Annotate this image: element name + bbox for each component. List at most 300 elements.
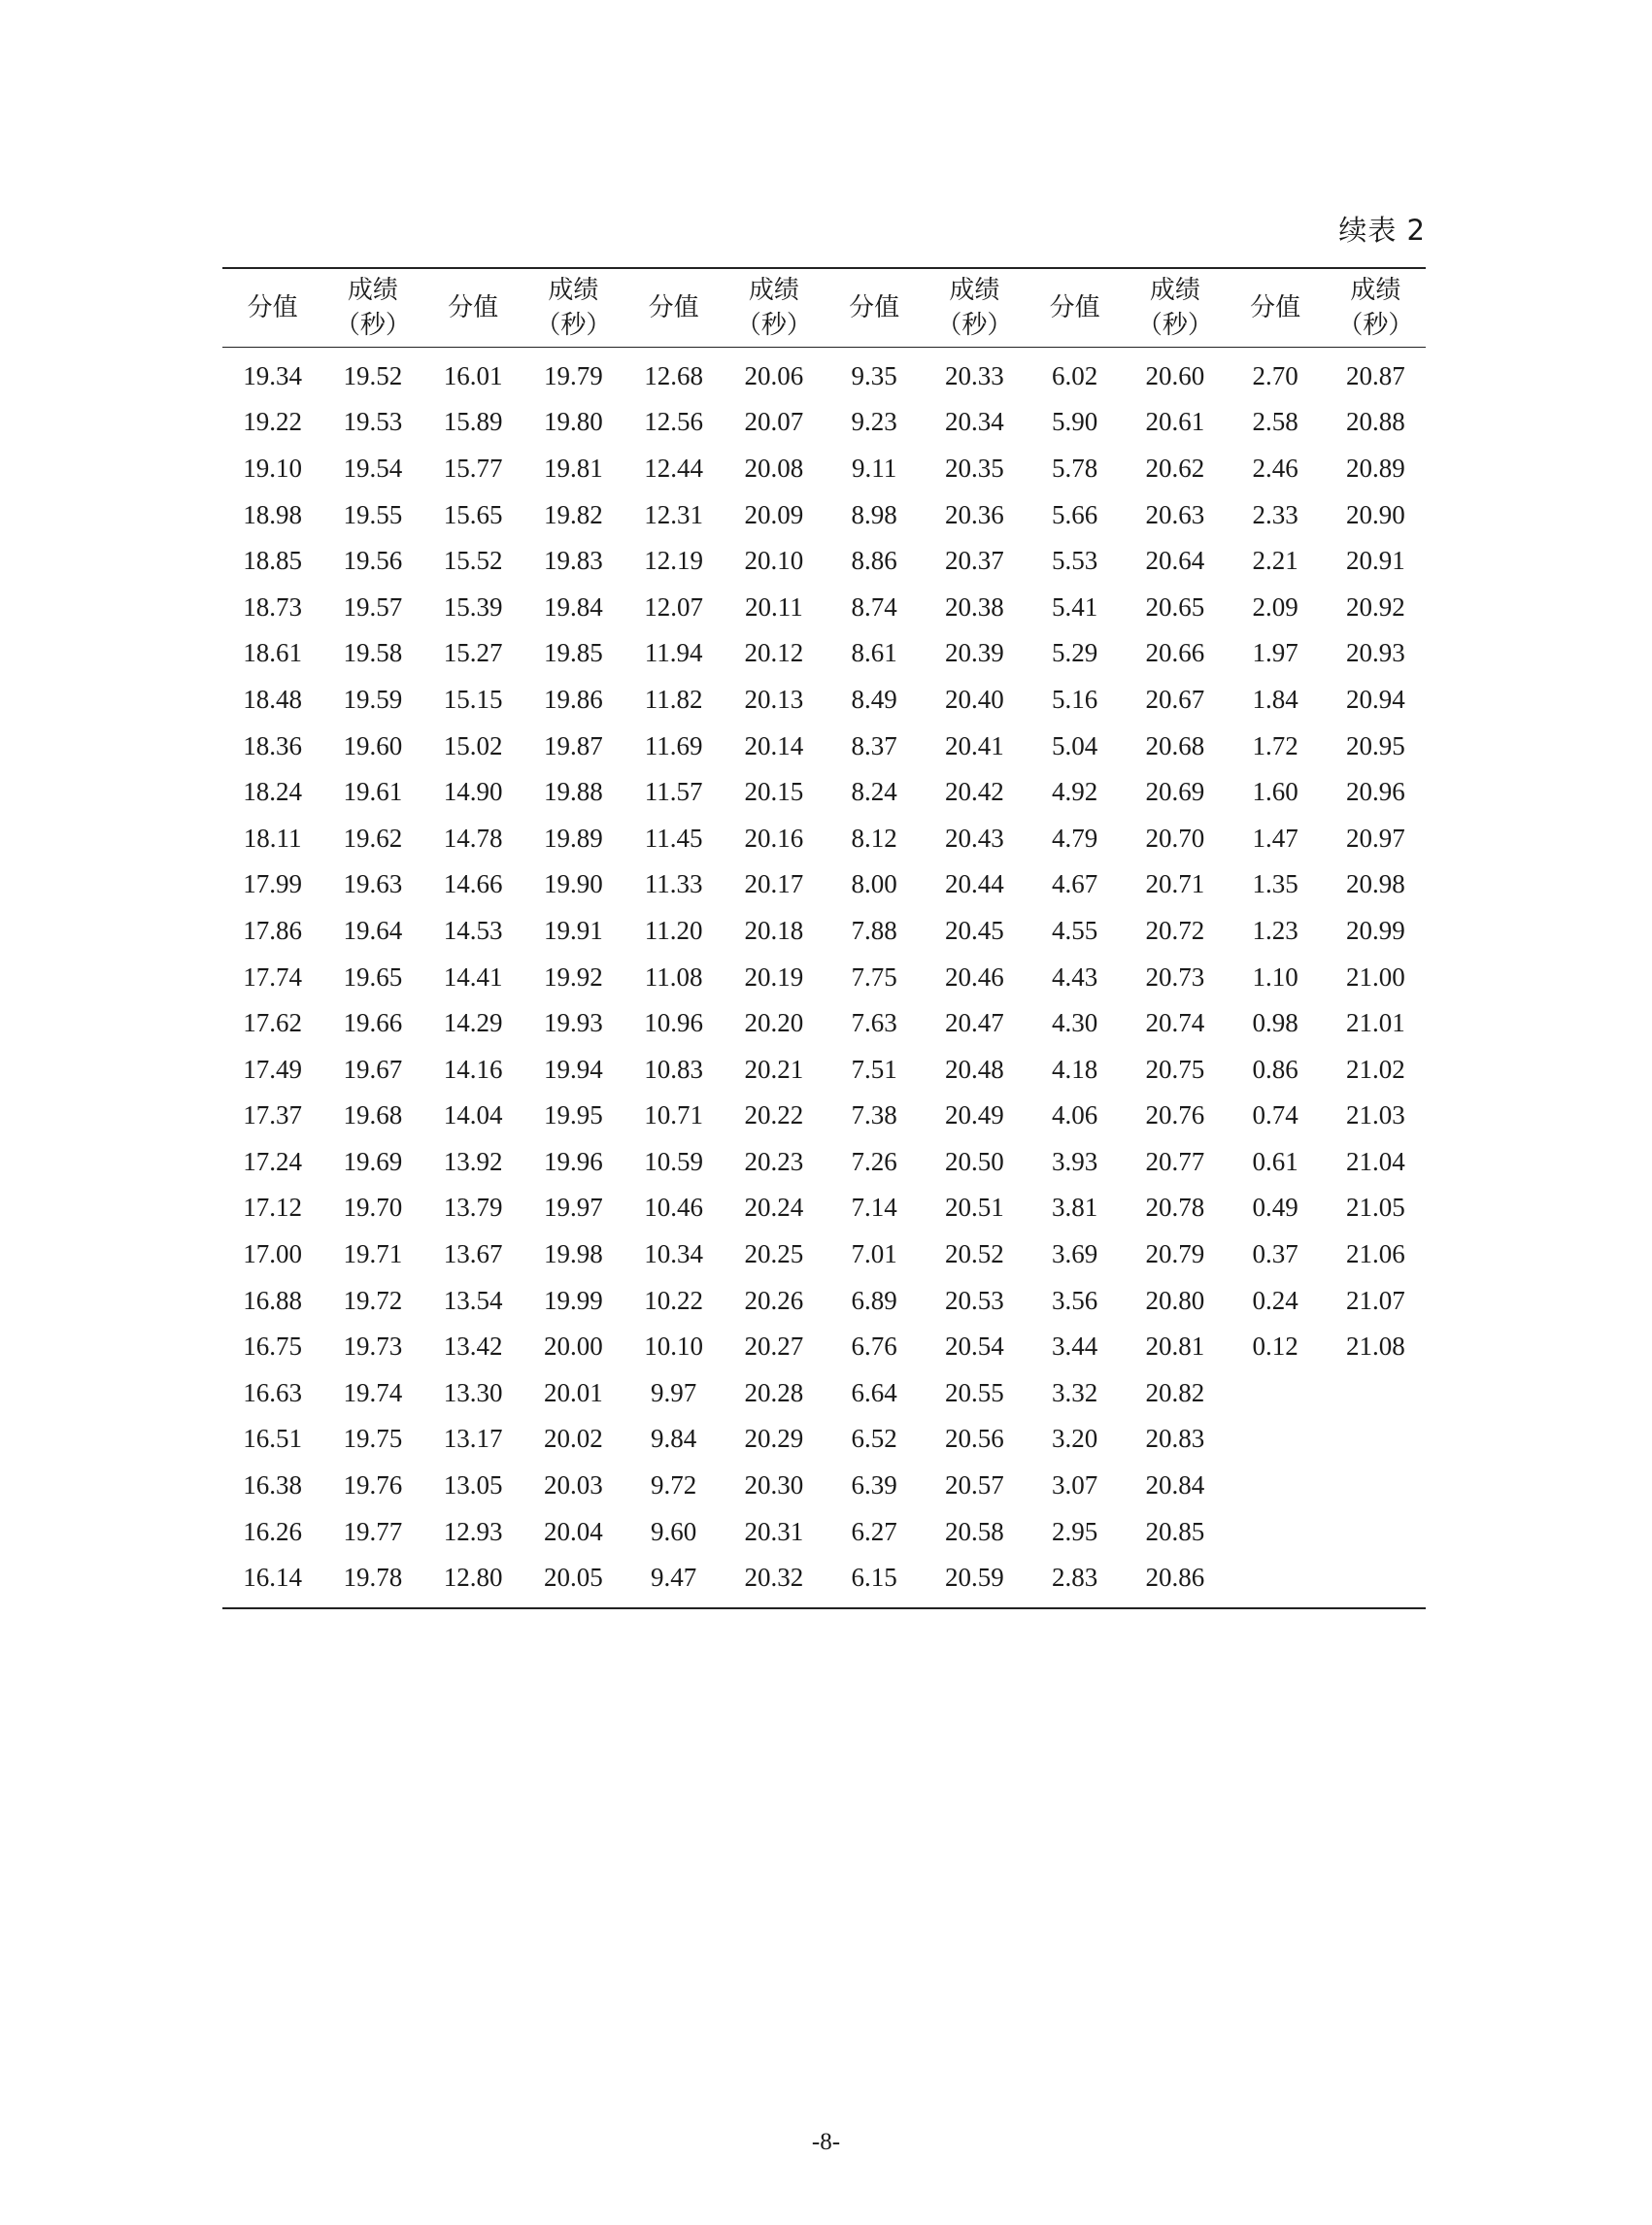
score-cell: 3.93 bbox=[1052, 1146, 1098, 1176]
score-cell: 15.15 bbox=[443, 684, 503, 714]
result-cell: 20.55 bbox=[945, 1377, 1004, 1407]
score-cell: 6.39 bbox=[851, 1470, 897, 1500]
score-cell: 13.67 bbox=[443, 1239, 503, 1269]
score-cell: 10.71 bbox=[644, 1100, 703, 1130]
score-cell bbox=[1226, 1416, 1326, 1463]
result-cell: 20.02 bbox=[544, 1424, 603, 1454]
result-cell: 20.00 bbox=[544, 1332, 603, 1362]
score-cell: 4.79 bbox=[1052, 823, 1098, 853]
result-cell: 20.96 bbox=[1346, 777, 1405, 807]
score-cell bbox=[1226, 1555, 1326, 1608]
result-cell: 20.14 bbox=[744, 730, 804, 760]
score-cell: 14.66 bbox=[443, 869, 503, 899]
score-cell: 8.37 bbox=[851, 730, 897, 760]
table-row bbox=[222, 1139, 1426, 1186]
header-label: 分值 bbox=[648, 292, 699, 322]
header-unit: （秒） bbox=[936, 310, 1013, 340]
header-unit: （秒） bbox=[735, 310, 812, 340]
score-cell: 0.61 bbox=[1252, 1146, 1298, 1176]
result-cell: 20.70 bbox=[1145, 823, 1205, 853]
result-cell: 19.64 bbox=[343, 915, 403, 945]
score-cell: 9.47 bbox=[651, 1563, 697, 1593]
score-cell: 10.59 bbox=[644, 1146, 703, 1176]
score-cell: 5.66 bbox=[1052, 499, 1098, 529]
result-cell: 20.91 bbox=[1346, 546, 1405, 576]
result-cell: 20.05 bbox=[544, 1563, 603, 1593]
score-cell: 12.07 bbox=[644, 591, 703, 622]
score-cell: 8.24 bbox=[851, 777, 897, 807]
score-cell: 7.51 bbox=[851, 1054, 897, 1084]
result-cell: 19.55 bbox=[343, 499, 403, 529]
result-cell: 19.96 bbox=[544, 1146, 603, 1176]
score-cell bbox=[1226, 1463, 1326, 1509]
result-cell: 20.84 bbox=[1145, 1470, 1205, 1500]
result-cell: 21.08 bbox=[1346, 1332, 1405, 1362]
result-cell: 19.65 bbox=[343, 961, 403, 992]
result-cell: 20.94 bbox=[1346, 684, 1405, 714]
score-cell: 14.41 bbox=[443, 961, 503, 992]
table-row bbox=[222, 1046, 1426, 1093]
table-row bbox=[222, 399, 1426, 446]
table-row bbox=[222, 815, 1426, 861]
result-cell: 19.89 bbox=[544, 823, 603, 853]
result-cell: 20.88 bbox=[1346, 407, 1405, 437]
table-row bbox=[222, 538, 1426, 585]
column-header-result bbox=[523, 268, 624, 347]
result-cell: 20.23 bbox=[744, 1146, 804, 1176]
score-cell: 3.69 bbox=[1052, 1239, 1098, 1269]
header-label: 成绩 bbox=[748, 275, 799, 305]
result-cell: 19.74 bbox=[343, 1377, 403, 1407]
score-cell: 5.29 bbox=[1052, 638, 1098, 668]
result-cell: 19.54 bbox=[343, 453, 403, 483]
result-cell: 20.76 bbox=[1145, 1100, 1205, 1130]
score-cell: 5.90 bbox=[1052, 407, 1098, 437]
score-cell: 11.20 bbox=[644, 915, 703, 945]
score-cell: 13.42 bbox=[443, 1332, 503, 1362]
result-cell: 20.75 bbox=[1145, 1054, 1205, 1084]
result-cell: 21.03 bbox=[1346, 1100, 1405, 1130]
result-cell: 20.53 bbox=[945, 1285, 1004, 1315]
result-cell: 20.41 bbox=[945, 730, 1004, 760]
result-cell: 20.50 bbox=[945, 1146, 1004, 1176]
result-cell: 19.85 bbox=[544, 638, 603, 668]
result-cell: 20.43 bbox=[945, 823, 1004, 853]
result-cell: 20.78 bbox=[1145, 1193, 1205, 1223]
score-cell: 17.99 bbox=[243, 869, 302, 899]
result-cell: 20.09 bbox=[744, 499, 804, 529]
score-cell: 12.80 bbox=[443, 1563, 503, 1593]
score-cell: 17.49 bbox=[243, 1054, 302, 1084]
result-cell: 19.94 bbox=[544, 1054, 603, 1084]
score-cell: 1.84 bbox=[1252, 684, 1298, 714]
table-row bbox=[222, 630, 1426, 677]
result-cell: 19.84 bbox=[544, 591, 603, 622]
result-cell: 19.70 bbox=[343, 1193, 403, 1223]
score-cell: 17.24 bbox=[243, 1146, 302, 1176]
score-cell: 9.97 bbox=[651, 1377, 697, 1407]
column-header-result bbox=[322, 268, 422, 347]
score-cell: 15.89 bbox=[443, 407, 503, 437]
result-cell: 19.66 bbox=[343, 1008, 403, 1038]
column-header-score bbox=[222, 268, 322, 347]
table-row bbox=[222, 1508, 1426, 1555]
score-cell: 18.48 bbox=[243, 684, 302, 714]
result-cell: 20.59 bbox=[945, 1563, 1004, 1593]
result-cell bbox=[1326, 1463, 1426, 1509]
score-cell: 11.45 bbox=[644, 823, 703, 853]
score-cell: 15.52 bbox=[443, 546, 503, 576]
result-cell: 20.03 bbox=[544, 1470, 603, 1500]
score-cell: 16.88 bbox=[243, 1285, 302, 1315]
result-cell: 19.93 bbox=[544, 1008, 603, 1038]
result-cell: 20.79 bbox=[1145, 1239, 1205, 1269]
score-cell: 8.98 bbox=[851, 499, 897, 529]
result-cell: 20.13 bbox=[744, 684, 804, 714]
result-cell: 19.61 bbox=[343, 777, 403, 807]
score-cell: 5.78 bbox=[1052, 453, 1098, 483]
score-cell: 6.89 bbox=[851, 1285, 897, 1315]
score-cell: 13.92 bbox=[443, 1146, 503, 1176]
result-cell: 19.63 bbox=[343, 869, 403, 899]
result-cell: 19.75 bbox=[343, 1424, 403, 1454]
header-unit: （秒） bbox=[1337, 310, 1414, 340]
column-header-score bbox=[423, 268, 523, 347]
table-row bbox=[222, 723, 1426, 769]
result-cell: 19.90 bbox=[544, 869, 603, 899]
result-cell: 19.79 bbox=[544, 360, 603, 390]
result-cell: 20.90 bbox=[1346, 499, 1405, 529]
result-cell: 20.26 bbox=[744, 1285, 804, 1315]
result-cell: 20.99 bbox=[1346, 915, 1405, 945]
score-cell: 11.82 bbox=[644, 684, 703, 714]
result-cell: 20.85 bbox=[1145, 1516, 1205, 1546]
result-cell: 20.56 bbox=[945, 1424, 1004, 1454]
result-cell: 20.87 bbox=[1346, 360, 1405, 390]
result-cell: 20.21 bbox=[744, 1054, 804, 1084]
score-cell: 13.05 bbox=[443, 1470, 503, 1500]
result-cell: 20.15 bbox=[744, 777, 804, 807]
result-cell: 20.01 bbox=[544, 1377, 603, 1407]
score-cell: 10.46 bbox=[644, 1193, 703, 1223]
table-row bbox=[222, 769, 1426, 816]
score-cell: 2.09 bbox=[1252, 591, 1298, 622]
result-cell: 19.78 bbox=[343, 1563, 403, 1593]
result-cell: 20.58 bbox=[945, 1516, 1004, 1546]
score-cell: 9.23 bbox=[851, 407, 897, 437]
result-cell: 19.81 bbox=[544, 453, 603, 483]
result-cell: 20.47 bbox=[945, 1008, 1004, 1038]
table-row bbox=[222, 347, 1426, 399]
score-cell: 17.37 bbox=[243, 1100, 302, 1130]
score-cell: 4.67 bbox=[1052, 869, 1098, 899]
result-cell: 20.62 bbox=[1145, 453, 1205, 483]
score-table bbox=[222, 267, 1426, 1609]
score-cell: 19.22 bbox=[243, 407, 302, 437]
score-cell: 4.43 bbox=[1052, 961, 1098, 992]
score-cell: 14.53 bbox=[443, 915, 503, 945]
result-cell: 20.04 bbox=[544, 1516, 603, 1546]
result-cell: 20.27 bbox=[744, 1332, 804, 1362]
score-cell: 1.35 bbox=[1252, 869, 1298, 899]
result-cell: 20.98 bbox=[1346, 869, 1405, 899]
table-row bbox=[222, 1093, 1426, 1139]
header-label: 分值 bbox=[1049, 292, 1100, 322]
score-cell: 5.16 bbox=[1052, 684, 1098, 714]
table-row bbox=[222, 1000, 1426, 1047]
table-body bbox=[222, 347, 1426, 1608]
score-cell: 11.33 bbox=[644, 869, 703, 899]
score-cell: 3.07 bbox=[1052, 1470, 1098, 1500]
header-row bbox=[222, 268, 1426, 347]
result-cell: 20.89 bbox=[1346, 453, 1405, 483]
result-cell: 20.77 bbox=[1145, 1146, 1205, 1176]
result-cell: 20.61 bbox=[1145, 407, 1205, 437]
score-cell: 8.00 bbox=[851, 869, 897, 899]
score-cell: 10.10 bbox=[644, 1332, 703, 1362]
result-cell: 20.73 bbox=[1145, 961, 1205, 992]
score-cell: 1.47 bbox=[1252, 823, 1298, 853]
score-cell: 11.08 bbox=[644, 961, 703, 992]
result-cell: 20.72 bbox=[1145, 915, 1205, 945]
table-row bbox=[222, 1416, 1426, 1463]
score-cell: 10.34 bbox=[644, 1239, 703, 1269]
result-cell: 20.86 bbox=[1145, 1563, 1205, 1593]
header-label: 成绩 bbox=[1149, 275, 1200, 305]
result-cell: 19.83 bbox=[544, 546, 603, 576]
result-cell bbox=[1326, 1555, 1426, 1608]
result-cell: 20.69 bbox=[1145, 777, 1205, 807]
table-header bbox=[222, 268, 1426, 347]
result-cell: 20.22 bbox=[744, 1100, 804, 1130]
result-cell: 20.63 bbox=[1145, 499, 1205, 529]
result-cell: 20.19 bbox=[744, 961, 804, 992]
result-cell: 20.57 bbox=[945, 1470, 1004, 1500]
score-cell: 1.10 bbox=[1252, 961, 1298, 992]
score-cell: 16.63 bbox=[243, 1377, 302, 1407]
score-cell: 12.31 bbox=[644, 499, 703, 529]
table-caption: 续表 2 bbox=[1338, 214, 1426, 247]
score-cell: 16.01 bbox=[443, 360, 503, 390]
header-unit: （秒） bbox=[334, 310, 411, 340]
score-cell: 12.56 bbox=[644, 407, 703, 437]
score-cell: 14.04 bbox=[443, 1100, 503, 1130]
score-cell: 11.57 bbox=[644, 777, 703, 807]
column-header-result bbox=[1326, 268, 1426, 347]
result-cell bbox=[1326, 1370, 1426, 1417]
result-cell: 21.00 bbox=[1346, 961, 1405, 992]
header-label: 成绩 bbox=[347, 275, 398, 305]
result-cell: 20.93 bbox=[1346, 638, 1405, 668]
page-number: -8- bbox=[811, 2129, 841, 2155]
column-header-result bbox=[1125, 268, 1225, 347]
score-cell: 0.12 bbox=[1252, 1332, 1298, 1362]
score-cell: 18.11 bbox=[243, 823, 302, 853]
score-cell: 4.55 bbox=[1052, 915, 1098, 945]
result-cell: 20.95 bbox=[1346, 730, 1405, 760]
column-header-score bbox=[1226, 268, 1326, 347]
column-header-score bbox=[1025, 268, 1125, 347]
score-cell: 14.16 bbox=[443, 1054, 503, 1084]
score-cell: 12.68 bbox=[644, 360, 703, 390]
score-cell: 2.70 bbox=[1252, 360, 1298, 390]
result-cell: 19.73 bbox=[343, 1332, 403, 1362]
result-cell: 21.06 bbox=[1346, 1239, 1405, 1269]
result-cell: 20.81 bbox=[1145, 1332, 1205, 1362]
score-cell: 7.14 bbox=[851, 1193, 897, 1223]
result-cell: 19.92 bbox=[544, 961, 603, 992]
score-cell: 14.90 bbox=[443, 777, 503, 807]
result-cell: 20.18 bbox=[744, 915, 804, 945]
result-cell bbox=[1326, 1508, 1426, 1555]
result-cell: 21.05 bbox=[1346, 1193, 1405, 1223]
table-row bbox=[222, 1463, 1426, 1509]
score-cell: 13.30 bbox=[443, 1377, 503, 1407]
result-cell: 19.71 bbox=[343, 1239, 403, 1269]
result-cell: 19.60 bbox=[343, 730, 403, 760]
result-cell: 20.92 bbox=[1346, 591, 1405, 622]
result-cell: 20.44 bbox=[945, 869, 1004, 899]
result-cell bbox=[1326, 1416, 1426, 1463]
score-cell: 9.60 bbox=[651, 1516, 697, 1546]
result-cell: 20.36 bbox=[945, 499, 1004, 529]
score-cell: 9.35 bbox=[851, 360, 897, 390]
score-cell: 10.83 bbox=[644, 1054, 703, 1084]
score-cell: 19.34 bbox=[243, 360, 302, 390]
table-row bbox=[222, 491, 1426, 538]
result-cell: 20.51 bbox=[945, 1193, 1004, 1223]
result-cell: 20.66 bbox=[1145, 638, 1205, 668]
score-cell: 10.96 bbox=[644, 1008, 703, 1038]
result-cell: 20.40 bbox=[945, 684, 1004, 714]
score-cell: 17.12 bbox=[243, 1193, 302, 1223]
result-cell: 19.86 bbox=[544, 684, 603, 714]
score-cell: 1.97 bbox=[1252, 638, 1298, 668]
score-cell bbox=[1226, 1508, 1326, 1555]
score-cell: 4.92 bbox=[1052, 777, 1098, 807]
score-cell: 12.19 bbox=[644, 546, 703, 576]
result-cell: 19.95 bbox=[544, 1100, 603, 1130]
result-cell: 19.57 bbox=[343, 591, 403, 622]
result-cell: 20.39 bbox=[945, 638, 1004, 668]
score-cell: 7.01 bbox=[851, 1239, 897, 1269]
result-cell: 20.11 bbox=[745, 591, 803, 622]
result-cell: 20.08 bbox=[744, 453, 804, 483]
score-cell: 13.17 bbox=[443, 1424, 503, 1454]
table-row bbox=[222, 861, 1426, 908]
result-cell: 20.65 bbox=[1145, 591, 1205, 622]
result-cell: 20.80 bbox=[1145, 1285, 1205, 1315]
score-cell: 3.44 bbox=[1052, 1332, 1098, 1362]
score-cell: 6.52 bbox=[851, 1424, 897, 1454]
table-row bbox=[222, 1185, 1426, 1231]
score-cell: 6.64 bbox=[851, 1377, 897, 1407]
score-cell: 12.44 bbox=[644, 453, 703, 483]
score-cell: 12.93 bbox=[443, 1516, 503, 1546]
result-cell: 20.54 bbox=[945, 1332, 1004, 1362]
score-cell: 1.72 bbox=[1252, 730, 1298, 760]
table-row bbox=[222, 1555, 1426, 1608]
result-cell: 20.74 bbox=[1145, 1008, 1205, 1038]
result-cell: 20.25 bbox=[744, 1239, 804, 1269]
score-cell: 0.37 bbox=[1252, 1239, 1298, 1269]
score-cell: 2.33 bbox=[1252, 499, 1298, 529]
score-cell: 0.98 bbox=[1252, 1008, 1298, 1038]
header-label: 分值 bbox=[849, 292, 900, 322]
score-cell: 19.10 bbox=[243, 453, 302, 483]
score-cell: 10.22 bbox=[644, 1285, 703, 1315]
result-cell: 20.32 bbox=[744, 1563, 804, 1593]
result-cell: 19.67 bbox=[343, 1054, 403, 1084]
score-cell: 2.21 bbox=[1252, 546, 1298, 576]
score-cell: 16.75 bbox=[243, 1332, 302, 1362]
score-cell: 15.27 bbox=[443, 638, 503, 668]
result-cell: 20.48 bbox=[945, 1054, 1004, 1084]
result-cell: 20.60 bbox=[1145, 360, 1205, 390]
column-header-score bbox=[624, 268, 724, 347]
score-cell: 0.24 bbox=[1252, 1285, 1298, 1315]
score-cell: 7.63 bbox=[851, 1008, 897, 1038]
score-cell: 15.02 bbox=[443, 730, 503, 760]
score-cell: 18.61 bbox=[243, 638, 302, 668]
score-cell: 9.84 bbox=[651, 1424, 697, 1454]
result-cell: 19.82 bbox=[544, 499, 603, 529]
result-cell: 20.46 bbox=[945, 961, 1004, 992]
score-cell: 6.27 bbox=[851, 1516, 897, 1546]
result-cell: 19.98 bbox=[544, 1239, 603, 1269]
result-cell: 20.71 bbox=[1145, 869, 1205, 899]
score-cell: 2.95 bbox=[1052, 1516, 1098, 1546]
score-cell: 3.20 bbox=[1052, 1424, 1098, 1454]
score-cell: 7.75 bbox=[851, 961, 897, 992]
result-cell: 20.07 bbox=[744, 407, 804, 437]
score-cell: 16.51 bbox=[243, 1424, 302, 1454]
result-cell: 19.53 bbox=[343, 407, 403, 437]
score-cell: 16.38 bbox=[243, 1470, 302, 1500]
result-cell: 20.97 bbox=[1346, 823, 1405, 853]
header-unit: （秒） bbox=[1136, 310, 1213, 340]
result-cell: 19.62 bbox=[343, 823, 403, 853]
score-cell: 0.86 bbox=[1252, 1054, 1298, 1084]
result-cell: 19.80 bbox=[544, 407, 603, 437]
score-cell: 17.62 bbox=[243, 1008, 302, 1038]
result-cell: 20.49 bbox=[945, 1100, 1004, 1130]
score-cell: 18.24 bbox=[243, 777, 302, 807]
table-row bbox=[222, 1277, 1426, 1324]
score-cell: 1.23 bbox=[1252, 915, 1298, 945]
header-unit: （秒） bbox=[535, 310, 612, 340]
score-cell: 5.04 bbox=[1052, 730, 1098, 760]
score-cell: 13.54 bbox=[443, 1285, 503, 1315]
header-label: 成绩 bbox=[548, 275, 599, 305]
score-cell: 15.39 bbox=[443, 591, 503, 622]
score-cell: 7.26 bbox=[851, 1146, 897, 1176]
score-cell: 11.69 bbox=[644, 730, 703, 760]
result-cell: 20.67 bbox=[1145, 684, 1205, 714]
result-cell: 20.52 bbox=[945, 1239, 1004, 1269]
table-row bbox=[222, 1370, 1426, 1417]
score-cell: 13.79 bbox=[443, 1193, 503, 1223]
score-cell: 14.29 bbox=[443, 1008, 503, 1038]
result-cell: 19.99 bbox=[544, 1285, 603, 1315]
score-cell: 18.98 bbox=[243, 499, 302, 529]
result-cell: 20.45 bbox=[945, 915, 1004, 945]
result-cell: 21.01 bbox=[1346, 1008, 1405, 1038]
result-cell: 21.07 bbox=[1346, 1285, 1405, 1315]
result-cell: 20.06 bbox=[744, 360, 804, 390]
result-cell: 19.72 bbox=[343, 1285, 403, 1315]
result-cell: 20.12 bbox=[744, 638, 804, 668]
